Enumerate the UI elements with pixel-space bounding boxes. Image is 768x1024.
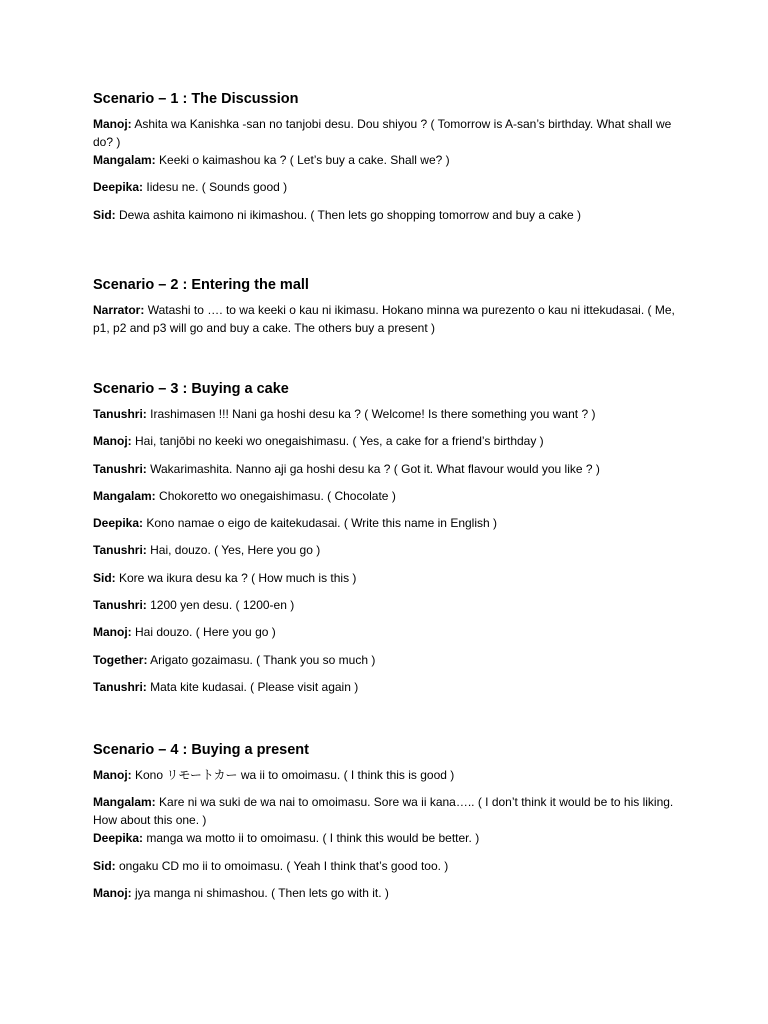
speaker-name: Manoj: — [93, 768, 132, 782]
speaker-name: Mangalam: — [93, 153, 156, 167]
speaker-name: Tanushri: — [93, 543, 147, 558]
speaker-name: Deepika: — [93, 831, 144, 846]
dialogue-line — [93, 514, 693, 541]
dialogue-line — [93, 541, 693, 568]
scenario-heading: Scenario – 2 : Entering the mall — [93, 277, 309, 293]
scenario-section-2 — [93, 275, 693, 337]
speaker-name: Sid: — [93, 207, 116, 222]
speaker-name: Manoj: — [93, 885, 132, 900]
dialogue-text: Hai, tanjōbi no keeki wo onegaishimasu. ( Yes, a cake for a friend’s birthday ) — [131, 434, 544, 449]
scenario-heading: Scenario – 4 : Buying a present — [93, 742, 309, 758]
speaker-name: Tanushri: — [93, 679, 147, 694]
dialogue-line — [93, 405, 693, 432]
speaker-name: Narrator: — [93, 303, 145, 317]
speaker-name: Sid: — [93, 570, 116, 585]
speaker-name: Manoj: — [93, 117, 132, 131]
dialogue-text: 1200 yen desu. ( 1200-en ) — [146, 598, 295, 613]
dialogue-text: ongaku CD mo ii to omoimasu. ( Yeah I think that’s good too. ) — [115, 858, 449, 873]
scenario-section-3 — [93, 379, 693, 705]
dialogue-text: Ashita wa Kanishka -san no tanjobi desu. Dou shiyou ? ( Tomorrow is A-san’s birthday. What shall we do? ) — [93, 117, 672, 149]
speaker-name: Tanushri: — [93, 461, 147, 476]
dialogue-text: Chokoretto wo onegaishimasu. ( Chocolate ) — [155, 488, 396, 503]
scenario-section-1 — [93, 89, 693, 233]
dialogue-line — [93, 678, 693, 705]
dialogue-line — [93, 651, 693, 678]
dialogue-line — [93, 151, 693, 178]
speaker-name: Manoj: — [93, 625, 132, 640]
speaker-name: Deepika: — [93, 180, 144, 195]
speaker-name: Deepika: — [93, 516, 144, 531]
dialogue-text: Dewa ashita kaimono ni ikimashou. ( Then lets go shopping tomorrow and buy a cake ) — [115, 207, 582, 222]
dialogue-text: Arigato gozaimasu. ( Thank you so much ) — [147, 652, 376, 667]
dialogue-line — [93, 766, 693, 793]
dialogue-line — [93, 857, 693, 884]
dialogue-line — [93, 115, 693, 151]
dialogue-line — [93, 884, 693, 911]
scenario-heading: Scenario – 1 : The Discussion — [93, 91, 299, 107]
dialogue-line — [93, 623, 693, 650]
speaker-name: Mangalam: — [93, 488, 156, 503]
speaker-name: Sid: — [93, 858, 116, 873]
dialogue-line — [93, 569, 693, 596]
dialogue-text: Mata kite kudasai. ( Please visit again ) — [146, 679, 359, 694]
dialogue-text: jya manga ni shimashou. ( Then lets go with it. ) — [131, 885, 389, 900]
speaker-name: Manoj: — [93, 434, 132, 449]
speaker-name: Tanushri: — [93, 407, 147, 421]
dialogue-line — [93, 460, 693, 487]
dialogue-text: Iidesu ne. ( Sounds good ) — [143, 180, 288, 195]
scenario-heading: Scenario – 3 : Buying a cake — [93, 381, 289, 397]
dialogue-text: Kare ni wa suki de wa nai to omoimasu. Sore wa ii kana….. ( I don’t think it would be to his liking. How about this one. ) — [93, 795, 674, 828]
dialogue-text: Irashimasen !!! Nani ga hoshi desu ka ? ( Welcome! Is there something you want ? ) — [146, 407, 596, 421]
dialogue-line — [93, 793, 693, 829]
dialogue-text: Kore wa ikura desu ka ? ( How much is this ) — [115, 570, 357, 585]
dialogue-text: Wakarimashita. Nanno aji ga hoshi desu ka ? ( Got it. What flavour would you like ? ) — [146, 461, 600, 476]
dialogue-text: Keeki o kaimashou ka ? ( Let’s buy a cake. Shall we? ) — [155, 153, 450, 167]
dialogue-line — [93, 178, 693, 205]
speaker-name: Mangalam: — [93, 795, 156, 810]
scenario-section-4 — [93, 740, 693, 911]
dialogue-text: Watashi to …. to wa keeki o kau ni ikimasu. Hokano minna wa purezento o kau ni ittekudasai. ( Me, p1, p2 and p3 will go and buy a cake. The others buy a present ) — [93, 303, 675, 335]
dialogue-text: manga wa motto ii to omoimasu. ( I think this would be better. ) — [143, 831, 480, 846]
dialogue-text: Hai, douzo. ( Yes, Here you go ) — [146, 543, 321, 558]
dialogue-line — [93, 432, 693, 459]
dialogue-line — [93, 206, 693, 233]
dialogue-line — [93, 301, 693, 337]
speaker-name: Tanushri: — [93, 598, 147, 613]
dialogue-text: Kono リモートカー wa ii to omoimasu. ( I think this is good ) — [131, 768, 455, 782]
dialogue-line — [93, 596, 693, 623]
dialogue-line — [93, 487, 693, 514]
dialogue-text: Kono namae o eigo de kaitekudasai. ( Write this name in English ) — [143, 516, 498, 531]
dialogue-line — [93, 829, 693, 856]
dialogue-text: Hai douzo. ( Here you go ) — [131, 625, 276, 640]
speaker-name: Together: — [93, 652, 148, 667]
